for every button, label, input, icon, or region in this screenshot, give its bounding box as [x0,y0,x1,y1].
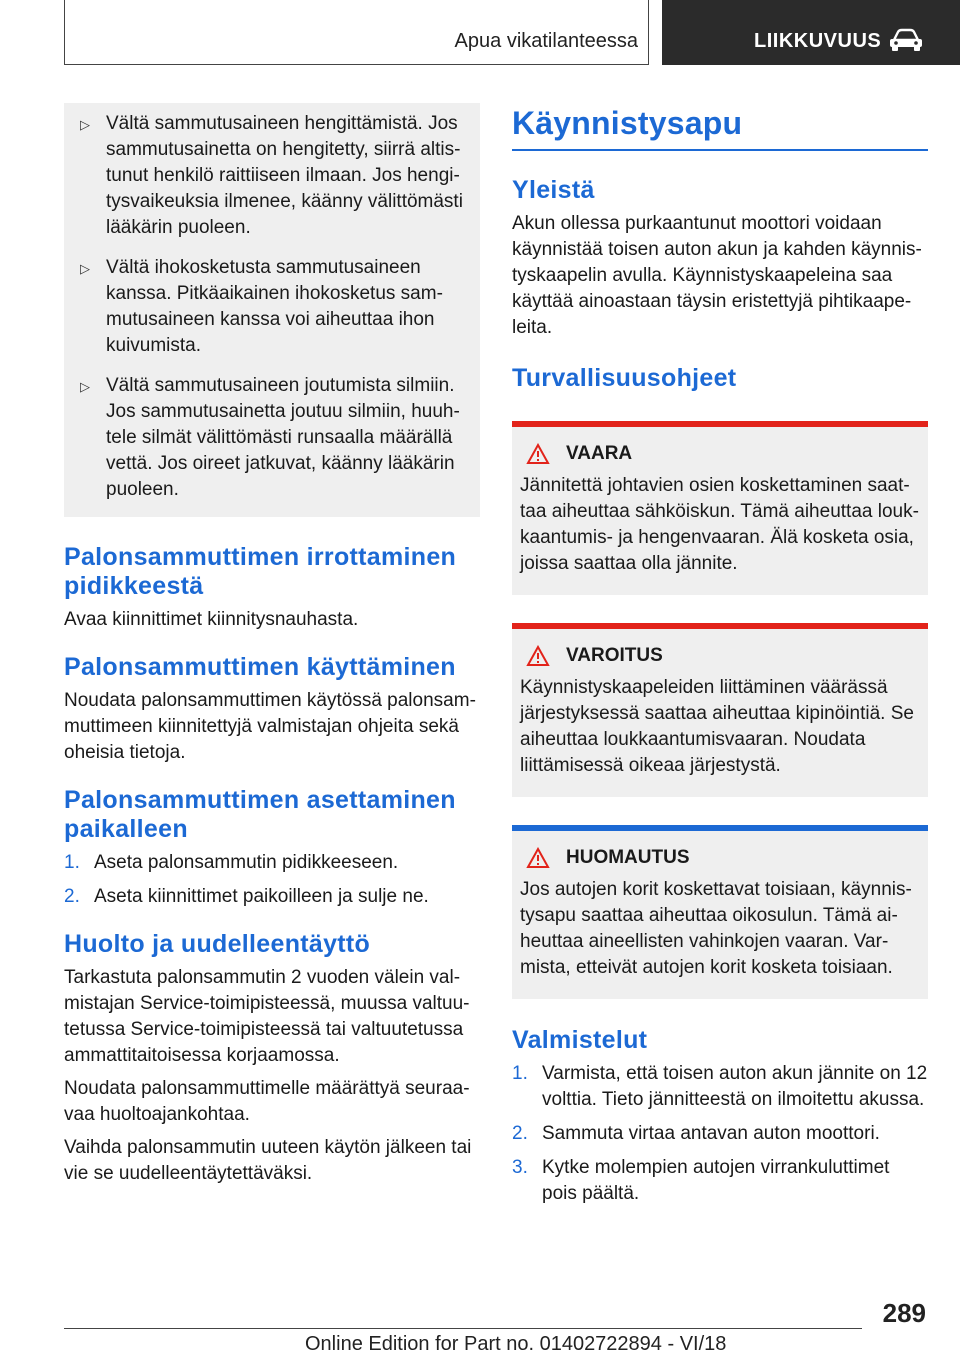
section-heading-use: Palonsammuttimen käyttäminen [64,653,456,681]
warning-box-danger [512,421,928,595]
bullet-text: Vältä sammutusaineen hengittämistä. Jos sammutusainetta on hengitetty, siirrä altistunut henkilö raittiiseen ilmaan. Jos hengitysvaikeuksia ilmenee, käänny välittömästi lääkärin puoleen. [106,113,463,238]
page-title: Käynnistysapu [512,103,928,151]
warning-bar [512,623,928,629]
section-heading-preparation: Valmistelut [512,1026,648,1054]
triangle-bullet-icon: ▷ [80,261,90,276]
section-heading-install: Palonsammuttimen asettaminen paikalleen [64,786,456,843]
bullet-text: Vältä sammutusaineen joutumista silmiin. Jos sammutusainetta joutuu silmiin, huuhtele silmät välittömästi runsaalla määrällä vettä. Jos oireet jatkuvat, käänny lääkärin puoleen. [106,375,460,500]
warning-text: Jos autojen korit koskettavat toisiaan, käynnistysapu saattaa aiheuttaa oikosulun. Tämä aiheuttaa aineellisten vahinkojen vaaran. Varmista, etteivät autojen korit kosketa toisiaan. [520,879,912,978]
warning-header [520,847,920,869]
left-column [64,103,480,1194]
footer-edition: Online Edition for Part no. 01402722894 - VI/18 [305,1333,727,1355]
warning-triangle-icon [526,847,550,869]
step-text: Kytke molempien autojen virrankuluttimet pois päältä. [542,1157,890,1204]
step-number: 2. [512,1123,528,1144]
warning-label: HUOMAUTUS [566,847,690,868]
section-heading-safety: Turvallisuusohjeet [512,364,737,392]
car-icon [888,28,924,52]
section-heading-remove: Palonsammuttimen irrottaminen pidikkeestä [64,543,457,600]
step-number: 2. [64,886,80,907]
warning-triangle-icon [526,645,550,667]
warning-triangle-icon [526,443,550,465]
bullet-text: Vältä ihokosketusta sammutusaineen kanssa. Pitkäaikainen ihokosketus sammutusaineen kanssa voi aiheuttaa ihon kuivumista. [106,257,443,356]
section-heading-maintenance: Huolto ja uudelleentäyttö [64,930,371,958]
warning-label: VAARA [566,443,633,464]
header-chapter-box [662,0,960,65]
step-text: Aseta kiinnittimet paikoilleen ja sulje ne. [94,886,429,907]
triangle-bullet-icon: ▷ [80,379,90,394]
warning-bar [512,421,928,427]
warning-label: VAROITUS [566,645,663,666]
list-item [64,884,480,910]
section-text-use: Noudata palonsammuttimen käytössä palonsammuttimeen kiinnitettyjä valmistajan ohjeita sekä oheisia tietoja. [64,690,476,763]
right-column [512,103,928,1215]
list-item [512,1121,928,1147]
step-number: 1. [64,852,80,873]
install-steps-list [64,850,480,910]
section-text-remove: Avaa kiinnittimet kiinnitysnauhasta. [64,609,359,630]
warning-text: Käynnistyskaapeleiden liittäminen väärässä järjestyksessä saattaa aiheuttaa kipinöintiä. Se aiheuttaa loukkaantumisvaaran. Noudata liittämisessä oikeaa järjestystä. [520,677,914,776]
warning-bar [512,825,928,831]
header-chapter-title: LIIKKUVUUS [754,30,882,52]
step-number: 1. [512,1063,528,1084]
bullet-item [64,105,480,241]
step-text: Sammuta virtaa antavan auton moottori. [542,1123,880,1144]
page-number: 289 [882,1298,926,1328]
footer-divider [64,1328,862,1329]
warning-box-caution [512,623,928,797]
extinguisher-safety-box [64,103,480,517]
bullet-item [64,255,480,359]
warning-header [520,645,920,667]
step-text: Varmista, että toisen auton akun jännite on 12 volttia. Tieto jännitteestä on ilmoitettu akussa. [542,1063,928,1110]
header-section-box [64,0,649,65]
general-text: Akun ollessa purkaantunut moottori voidaan käynnistää toisen auton akun ja kahden käynnistyskaapelin avulla. Käynnistyskaapeleina saa käyttää ainoastaan täysin eristettyjä pihtikaapeleita. [512,213,922,338]
warning-text: Jännitettä johtavien osien koskettaminen saattaa aiheuttaa sähköiskun. Tämä aiheuttaa loukkaantumis- ja hengenvaaran. Älä kosketa osia, joissa saattaa olla jännite. [520,475,919,574]
header-section-title: Apua vikatilanteessa [454,30,638,52]
step-text: Aseta palonsammutin pidikkeeseen. [94,852,399,873]
maintenance-paragraph: Vaihda palonsammutin uuteen käytön jälkeen tai vie se uudelleentäytettäväksi. [64,1137,472,1184]
bullet-item [64,373,480,503]
triangle-bullet-icon: ▷ [80,117,90,132]
warning-box-notice [512,825,928,999]
section-heading-general: Yleistä [512,176,595,204]
list-item [64,850,480,876]
maintenance-paragraph: Tarkastuta palonsammutin 2 vuoden välein valmistajan Service-toimipisteessä, muussa valtuutetussa Service-toimipisteessä tai valtuutetussa ammattitaitoisessa korjaamossa. [64,967,470,1066]
preparation-steps-list [512,1061,928,1207]
warning-header [520,443,920,465]
maintenance-paragraph: Noudata palonsammuttimelle määrättyä seuraavaa huoltoajankohtaa. [64,1078,470,1125]
step-number: 3. [512,1157,528,1178]
list-item [512,1061,928,1113]
list-item [512,1155,928,1207]
